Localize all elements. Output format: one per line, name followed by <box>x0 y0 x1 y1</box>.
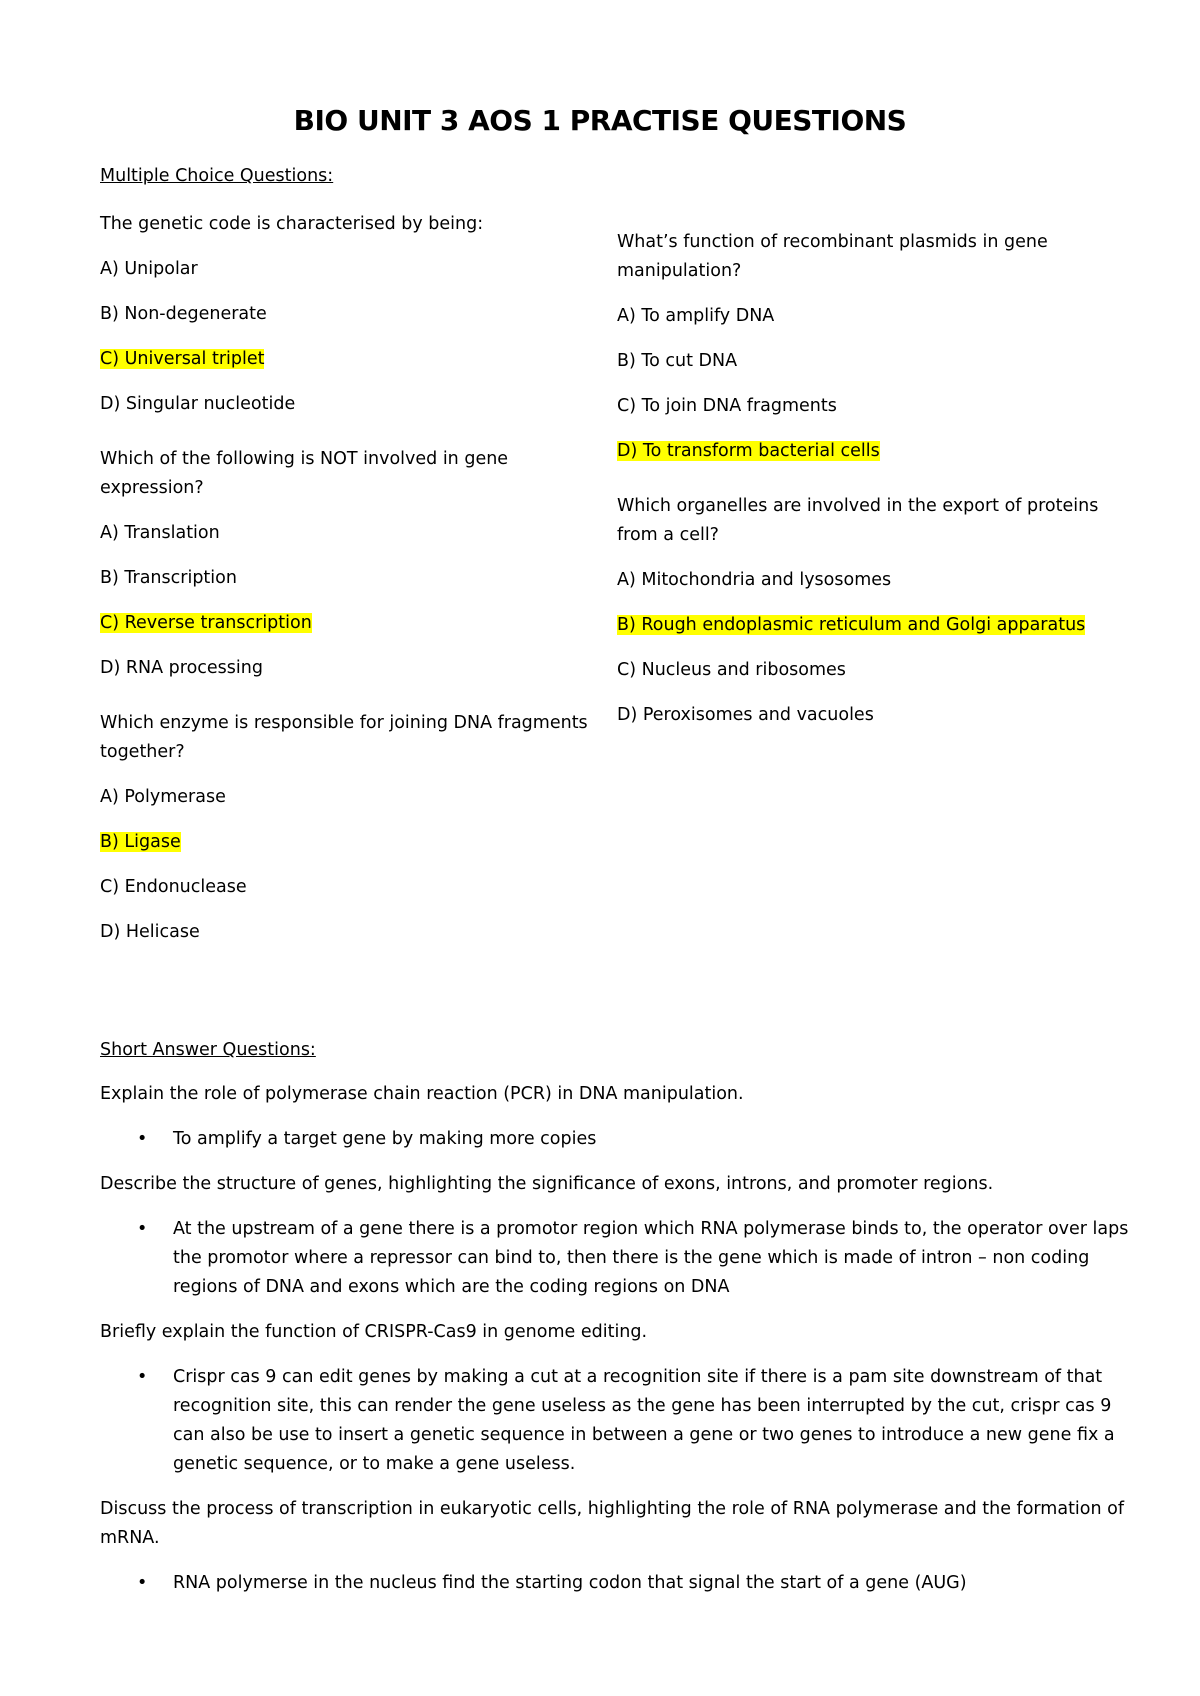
answer-bullet-item <box>100 1363 1140 1479</box>
mcq-option <box>100 564 610 593</box>
highlighted-answer: D) To transform bacterial cells <box>617 441 880 461</box>
mcq-option <box>617 302 1132 331</box>
option-text: A) Mitochondria and lysosomes <box>617 570 892 590</box>
answer-text: RNA polymerse in the nucleus find the starting codon that signal the start of a gene (AUG) <box>173 1573 967 1593</box>
mcq-option-answer <box>100 345 610 374</box>
option-text: B) To cut DNA <box>617 351 738 371</box>
mcq-question-block <box>617 228 1132 466</box>
answer-text: To amplify a target gene by making more copies <box>173 1129 597 1149</box>
bullet-icon: • <box>137 1367 148 1387</box>
highlighted-answer: C) Reverse transcription <box>100 613 312 633</box>
mcq-option-answer <box>100 828 610 857</box>
mcq-left-column <box>100 210 610 965</box>
short-question: Discuss the process of transcription in eukaryotic cells, highlighting the role of RNA polymerase and the formation of mRNA. <box>100 1499 1125 1548</box>
option-text: A) Translation <box>100 523 220 543</box>
option-text: D) Helicase <box>100 922 200 942</box>
option-text: D) RNA processing <box>100 658 263 678</box>
option-text: B) Non-degenerate <box>100 304 267 324</box>
mcq-option-answer <box>617 437 1132 466</box>
mcq-question: Which of the following is NOT involved in gene expression? <box>100 449 509 498</box>
mcq-option <box>617 566 1132 595</box>
answer-bullet-item <box>100 1569 1140 1598</box>
option-text: A) Unipolar <box>100 259 198 279</box>
mcq-heading: Multiple Choice Questions: <box>100 166 334 186</box>
highlighted-answer: B) Rough endoplasmic reticulum and Golgi apparatus <box>617 615 1086 635</box>
answer-text: Crispr cas 9 can edit genes by making a cut at a recognition site if there is a pam site downstream of that recognition site, this can render the gene useless as the gene has been interrupted by the cut, crispr cas 9 can also be use to insert a genetic sequence in between a gene or two genes to introduce a new gene fix a genetic sequence, or to make a gene useless. <box>173 1367 1115 1474</box>
mcq-question: What’s function of recombinant plasmids in gene manipulation? <box>617 232 1048 281</box>
mcq-option <box>617 656 1132 685</box>
mcq-option <box>100 300 610 329</box>
option-text: A) To amplify DNA <box>617 306 775 326</box>
mcq-option <box>100 519 610 548</box>
bullet-icon: • <box>137 1129 148 1149</box>
option-text: D) Peroxisomes and vacuoles <box>617 705 874 725</box>
mcq-option <box>100 255 610 284</box>
mcq-option <box>100 390 610 419</box>
mcq-option <box>617 347 1132 376</box>
short-question: Describe the structure of genes, highlighting the significance of exons, introns, and promoter regions. <box>100 1174 994 1194</box>
mcq-option <box>100 654 610 683</box>
mcq-question-block <box>100 445 610 683</box>
mcq-right-column <box>617 228 1132 748</box>
bullet-icon: • <box>137 1219 148 1239</box>
mcq-option <box>100 918 610 947</box>
mcq-question-block <box>100 709 610 947</box>
mcq-question: Which enzyme is responsible for joining DNA fragments together? <box>100 713 588 762</box>
mcq-question: The genetic code is characterised by being: <box>100 214 484 234</box>
short-question: Briefly explain the function of CRISPR-Cas9 in genome editing. <box>100 1322 648 1342</box>
mcq-option-answer <box>100 609 610 638</box>
short-question: Explain the role of polymerase chain reaction (PCR) in DNA manipulation. <box>100 1084 744 1104</box>
mcq-option <box>617 701 1132 730</box>
option-text: A) Polymerase <box>100 787 226 807</box>
mcq-option-answer <box>617 611 1132 640</box>
option-text: C) Endonuclease <box>100 877 247 897</box>
mcq-question-block <box>100 210 610 419</box>
mcq-option <box>100 873 610 902</box>
answer-bullet-item <box>100 1125 1140 1154</box>
mcq-question-block <box>617 492 1132 730</box>
highlighted-answer: B) Ligase <box>100 832 181 852</box>
mcq-option <box>617 392 1132 421</box>
option-text: B) Transcription <box>100 568 237 588</box>
answer-text: At the upstream of a gene there is a promotor region which RNA polymerase binds to, the operator over laps the promotor where a repressor can bind to, then there is the gene which is made of intron – non coding regions of DNA and exons which are the coding regions on DNA <box>173 1219 1129 1297</box>
page-title: BIO UNIT 3 AOS 1 PRACTISE QUESTIONS <box>293 104 907 137</box>
highlighted-answer: C) Universal triplet <box>100 349 265 369</box>
mcq-option <box>100 783 610 812</box>
option-text: D) Singular nucleotide <box>100 394 296 414</box>
mcq-question: Which organelles are involved in the export of proteins from a cell? <box>617 496 1099 545</box>
bullet-icon: • <box>137 1573 148 1593</box>
short-answer-heading: Short Answer Questions: <box>100 1040 316 1060</box>
option-text: C) Nucleus and ribosomes <box>617 660 846 680</box>
option-text: C) To join DNA fragments <box>617 396 837 416</box>
answer-bullet-item <box>100 1215 1140 1302</box>
short-answer-section <box>100 1080 1140 1614</box>
